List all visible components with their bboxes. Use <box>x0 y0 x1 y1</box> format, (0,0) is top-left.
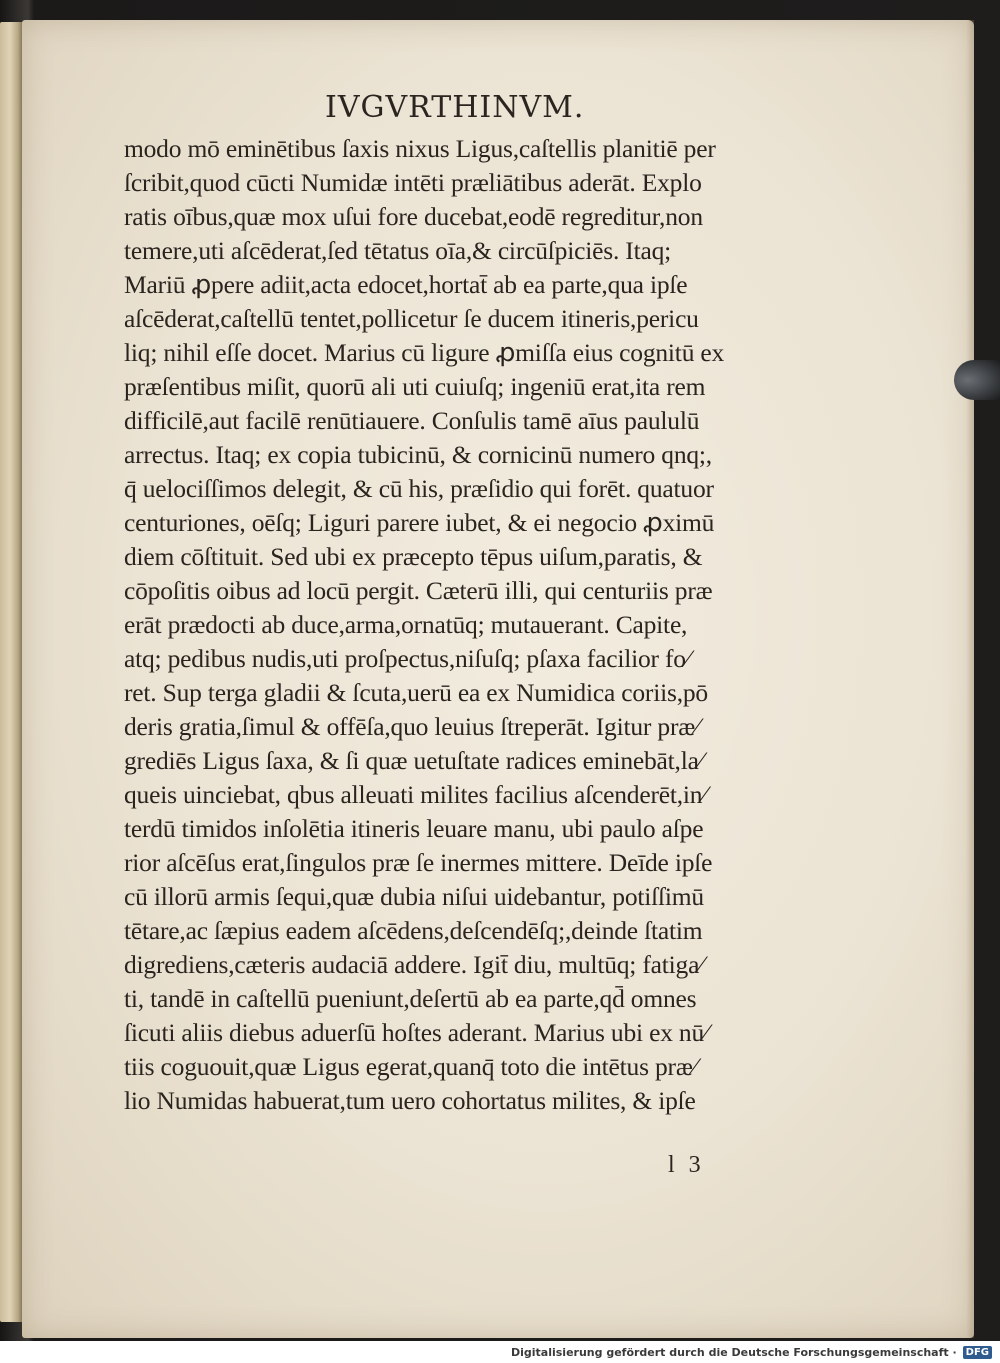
text-line: cū illorū armis ſequi,quæ dubia niſui uidebantur, potiſſimū <box>124 882 704 911</box>
text-line: tētare,ac ſæpius eadem aſcēdens,deſcendēſq;,deinde ſtatim <box>124 916 703 945</box>
text-line: rior aſcēſus erat,ſingulos præ ſe inermes mittere. Deīde ipſe <box>124 848 713 877</box>
text-line: temere,uti aſcēderat,ſed tētatus oīa,& circūſpiciēs. Itaq; <box>124 236 672 265</box>
text-line: modo mō eminētibus ſaxis nixus Ligus,caſtellis planitiē per <box>124 134 716 163</box>
text-line: erāt prædocti ab duce,arma,ornatūq; mutauerant. Capite, <box>124 610 688 639</box>
text-line: arrectus. Itaq; ex copia tubicinū, & cornicinū numero qnq;, <box>124 440 712 469</box>
text-line: cōpoſitis oibus ad locū pergit. Cæterū illi, qui centuriis præ <box>124 576 713 605</box>
footer-credit: Digitalisierung gefördert durch die Deutsche Forschungsgemeinschaft · <box>510 1345 957 1359</box>
text-line: diem cōſtituit. Sed ubi ex præcepto tēpus uiſum,paratis, & <box>124 542 703 571</box>
text-line: terdū timidos inſolētia itineris leuare manu, ubi paulo aſpe <box>124 814 704 843</box>
text-line: difficilē,aut facilē renūtiauere. Conſulis tamē aīus paululū <box>124 406 700 435</box>
scanner-clip <box>954 360 1000 400</box>
text-line: ſcribit,quod cūcti Numidæ intēti præliātibus aderāt. Explo <box>124 168 702 197</box>
text-line: ti, tandē in caſtellū pueniunt,deſertū ab ea parte,qd̄ omnes <box>124 984 697 1013</box>
text-line: lio Numidas habuerat,tum uero cohortatus milites, & ipſe <box>124 1086 696 1115</box>
text-line: centuriones, oēſq; Liguri parere iubet, & ei negocio ꝓximū <box>124 508 715 537</box>
text-line: atq; pedibus nudis,uti proſpectus,niſuſq; pſaxa facilior fo⁄ <box>124 644 690 673</box>
text-line: ratis oībus,quæ mox uſui fore ducebat,eodē regreditur,non <box>124 202 703 231</box>
text-line: tiis coguouit,quæ Ligus egerat,quanq̄ toto die intētus præ⁄ <box>124 1052 697 1081</box>
text-line: q̄ uelociſſimos delegit, & cū his, præſidio qui forēt. quatuor <box>124 474 714 503</box>
text-block <box>124 132 824 1118</box>
signature-mark: l 3 <box>668 1152 705 1178</box>
text-line: aſcēderat,caſtellū tentet,pollicetur ſe ducem itineris,pericu <box>124 304 699 333</box>
page-edge-shadow <box>966 20 974 1338</box>
text-line: ſicuti aliis diebus aduerſū hoſtes aderant. Marius ubi ex nū⁄ <box>124 1018 709 1047</box>
text-line: grediēs Ligus ſaxa, & ſi quæ uetuſtate radices eminebāt,la⁄ <box>124 746 703 775</box>
text-line: liq; nihil eſſe docet. Marius cū ligure ꝓmiſſa eius cognitū ex <box>124 338 725 367</box>
running-head: IVGVRTHINVM. <box>325 90 585 125</box>
footer-bar <box>0 1341 1000 1363</box>
text-line: queis uinciebat, qbus alleuati milites facilius aſcenderēt,in⁄ <box>124 780 707 809</box>
text-line: deris gratia,ſimul & offēſa,quo leuius ſtreperāt. Igitur præ⁄ <box>124 712 700 741</box>
text-line: Mariū ꝓpere adiit,acta edocet,hortat̄ ab ea parte,qua ipſe <box>124 270 688 299</box>
dfg-logo-icon: DFG <box>963 1346 992 1359</box>
text-line: præſentibus miſit, quorū ali uti cuiuſq; ingeniū erat,ita rem <box>124 372 706 401</box>
text-line: ret. Sup terga gladii & ſcuta,uerū ea ex Numidica coriis,pō <box>124 678 708 707</box>
text-line: digrediens,cæteris audaciā addere. Igit̄ diu, multūq; fatiga⁄ <box>124 950 704 979</box>
